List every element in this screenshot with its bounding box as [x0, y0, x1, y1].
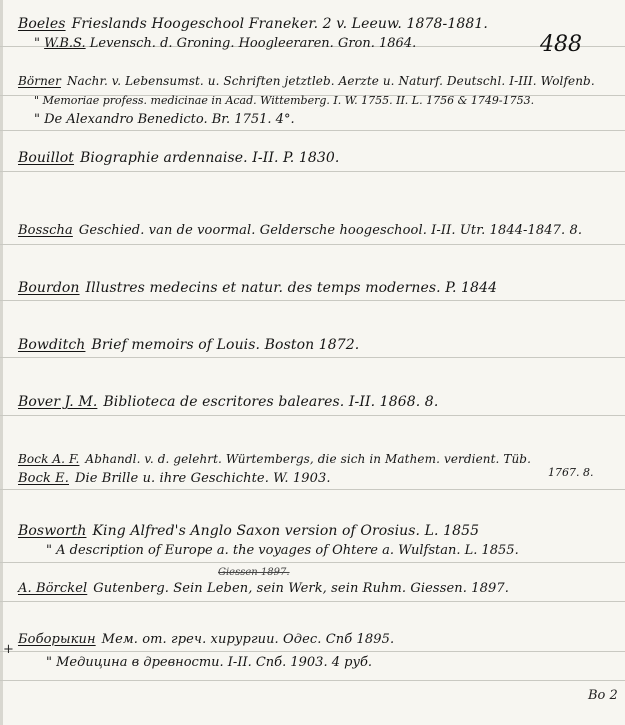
entry-boborykin: [18, 632, 394, 647]
entry-borner-alexandro: [34, 112, 295, 127]
entry-author: Bouillot: [18, 150, 75, 166]
entry-title: Brief memoirs of Louis. Boston 1872.: [91, 337, 360, 353]
ruled-line: [0, 130, 625, 131]
margin-mark: +: [3, 642, 14, 657]
entry-title: Frieslands Hoogeschool Franeker. 2 v. Leeuw. 1878-1881.: [71, 16, 488, 32]
entry-author: Bover J. M.: [18, 394, 98, 410]
ruled-line: [0, 415, 625, 416]
entry-bosworth-description: [46, 543, 519, 558]
ruled-line: [0, 171, 625, 172]
entry-author: Bosscha: [18, 223, 73, 238]
ditto-mark: ": [46, 543, 52, 558]
entry-author: Bosworth: [18, 523, 87, 539]
entry-bock-e: [18, 471, 331, 486]
entry-title: Geschied. van de voormal. Geldersche hoogeschool. I-II. Utr. 1844-1847. 8.: [78, 223, 583, 238]
entry-author: Bock A. F.: [18, 452, 80, 466]
entry-borckel: [18, 581, 509, 596]
entry-title: Abhandl. v. d. gelehrt. Würtembergs, die sich in Mathem. verdient. Tüb.: [85, 452, 531, 466]
ruled-line: [0, 601, 625, 602]
entry-bock-af: [18, 452, 531, 466]
entry-author: W.B.S.: [44, 36, 86, 51]
entry-title: 1767. 8.: [548, 466, 594, 479]
ruled-line: [0, 244, 625, 245]
entry-title: Illustres medecins et natur. des temps modernes. P. 1844: [85, 280, 498, 296]
entry-title: Biographie ardennaise. I-II. P. 1830.: [80, 150, 340, 166]
entry-bosscha: [18, 223, 582, 238]
entry-boeles: [18, 16, 488, 32]
entry-title: King Alfred's Anglo Saxon version of Orosius. L. 1855: [92, 523, 480, 539]
entry-bouillot: [18, 150, 339, 166]
corner-mark: Bo 2: [588, 688, 618, 703]
entry-borner-memoriae: [34, 94, 534, 107]
entry-title: Levensch. d. Groning. Hoogleeraren. Gron. 1864.: [89, 36, 417, 51]
entry-title: Nachr. v. Lebensumst. u. Schriften jetztleb. Aerzte u. Naturf. Deutschl. I-III. Wolfenb.: [66, 74, 595, 88]
entry-author: Börner: [18, 74, 61, 88]
entry-title: Мем. от. греч. хирургии. Одес. Спб 1895.: [101, 632, 395, 647]
shelfmark-number: 488: [540, 32, 582, 57]
ruled-line: [0, 300, 625, 301]
entry-title: Gutenberg. Sein Leben, sein Werk, sein Ruhm. Giessen. 1897.: [93, 581, 509, 596]
card-edge: [0, 0, 3, 725]
ditto-mark: ": [34, 112, 40, 127]
entry-author: Bowditch: [18, 337, 86, 353]
entry-bock-af-date: [548, 466, 593, 479]
entry-bover: [18, 394, 438, 410]
entry-bourdon: [18, 280, 497, 296]
ruled-line: [0, 562, 625, 563]
entry-title: A description of Europe a. the voyages of Ohtere a. Wulfstan. L. 1855.: [56, 543, 519, 558]
entry-author: Bock E.: [18, 471, 69, 486]
entry-bosworth: [18, 523, 479, 539]
entry-title: Die Brille u. ihre Geschichte. W. 1903.: [75, 471, 331, 486]
entry-author: Boeles: [18, 16, 66, 32]
entry-borner: [18, 74, 595, 88]
ditto-mark: ": [34, 36, 40, 51]
entry-author: A. Börckel: [18, 581, 88, 596]
entry-bowditch: [18, 337, 359, 353]
entry-title: De Alexandro Benedicto. Br. 1751. 4°.: [44, 112, 295, 127]
ditto-mark: ": [34, 94, 40, 107]
entry-author: Bourdon: [18, 280, 80, 296]
ruled-line: [0, 680, 625, 681]
entry-title: Biblioteca de escritores baleares. I-II. 1868. 8.: [103, 394, 439, 410]
struck-text: Giessen 1897.: [218, 567, 290, 578]
entry-title: Медицина в древности. I-II. Спб. 1903. 4 руб.: [56, 655, 373, 670]
entry-w-b-s: [34, 36, 416, 51]
ruled-line: [0, 357, 625, 358]
ruled-line: [0, 489, 625, 490]
entry-title: Memoriae profess. medicinae in Acad. Wittemberg. I. W. 1755. II. L. 1756 & 1749-1753.: [42, 94, 535, 107]
ruled-line: [0, 651, 625, 652]
entry-boborykin-second: [46, 655, 372, 670]
ditto-mark: ": [46, 655, 52, 670]
entry-author: Боборыкин: [18, 632, 96, 647]
